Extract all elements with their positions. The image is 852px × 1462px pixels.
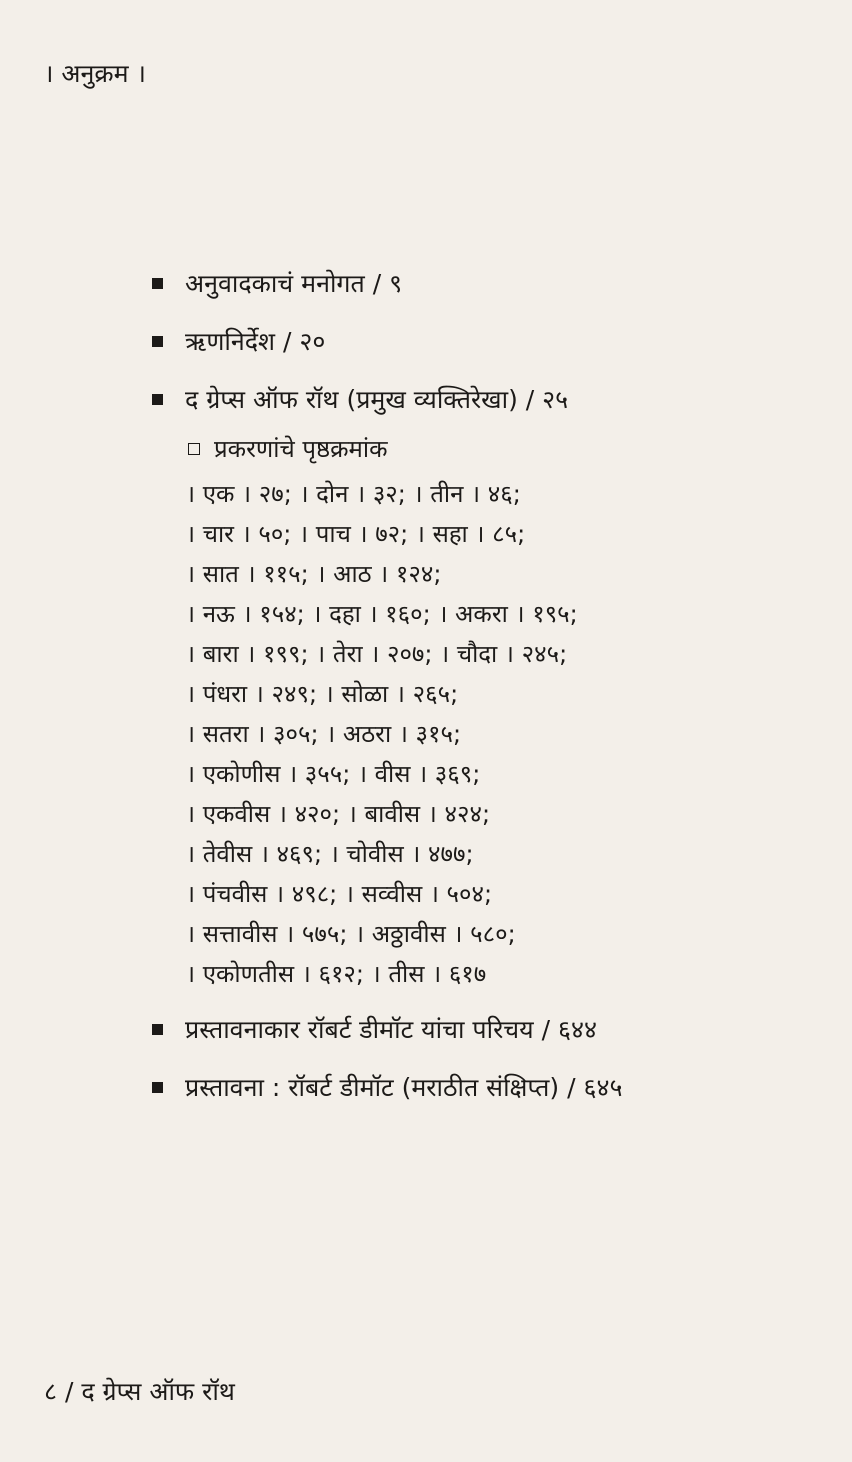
chapter-line: । एकवीस । ४२०; । बावीस । ४२४; <box>186 800 491 828</box>
chapter-line: । तेवीस । ४६९; । चोवीस । ४७७; <box>186 840 474 868</box>
toc-item-preface-author <box>152 1012 597 1046</box>
toc-item-label: द ग्रेप्स ऑफ रॉथ (प्रमुख व्यक्तिरेखा) / २५ <box>185 385 569 414</box>
chapter-page-list <box>186 474 578 994</box>
toc-item-preface <box>152 1070 623 1104</box>
chapter-line: । एक । २७; । दोन । ३२; । तीन । ४६; <box>186 480 521 508</box>
chapter-line: । पंधरा । २४९; । सोळा । २६५; <box>186 680 459 708</box>
chapters-heading <box>188 432 388 465</box>
toc-item-translator-note <box>152 266 402 300</box>
toc-item-label: प्रस्तावनाकार रॉबर्ट डीमॉट यांचा परिचय / ६४४ <box>185 1015 597 1044</box>
square-bullet-icon <box>152 278 163 289</box>
chapter-line: । एकोणीस । ३५५; । वीस । ३६९; <box>186 760 481 788</box>
chapter-line: । पंचवीस । ४९८; । सव्वीस । ५०४; <box>186 880 493 908</box>
square-bullet-icon <box>152 336 163 347</box>
chapter-line: । बारा । १९९; । तेरा । २०७; । चौदा । २४५; <box>186 640 568 668</box>
chapter-line: । सत्तावीस । ५७५; । अठ्ठावीस । ५८०; <box>186 920 516 948</box>
square-bullet-icon <box>152 1024 163 1035</box>
toc-item-label: अनुवादकाचं मनोगत / ९ <box>185 269 403 298</box>
toc-item-acknowledgements <box>152 324 325 358</box>
hollow-square-bullet-icon <box>188 443 200 455</box>
chapters-heading-label: प्रकरणांचे पृष्ठक्रमांक <box>214 435 388 463</box>
square-bullet-icon <box>152 1082 163 1093</box>
page-title: । अनुक्रम । <box>44 59 146 88</box>
toc-item-characters <box>152 382 568 416</box>
toc-item-label: प्रस्तावना : रॉबर्ट डीमॉट (मराठीत संक्षिप्त) / ६४५ <box>185 1073 623 1102</box>
chapter-line: । चार । ५०; । पाच । ७२; । सहा । ८५; <box>186 520 526 548</box>
chapter-line: । सात । ११५; । आठ । १२४; <box>186 560 442 588</box>
chapter-line: । नऊ । १५४; । दहा । १६०; । अकरा । १९५; <box>186 600 578 628</box>
chapter-line: । सतरा । ३०५; । अठरा । ३१५; <box>186 720 462 748</box>
page-footer: ८ / द ग्रेप्स ऑफ रॉथ <box>44 1377 235 1406</box>
square-bullet-icon <box>152 394 163 405</box>
toc-item-label: ऋणनिर्देश / २० <box>185 327 326 356</box>
chapter-line: । एकोणतीस । ६१२; । तीस । ६१७ <box>186 960 487 988</box>
